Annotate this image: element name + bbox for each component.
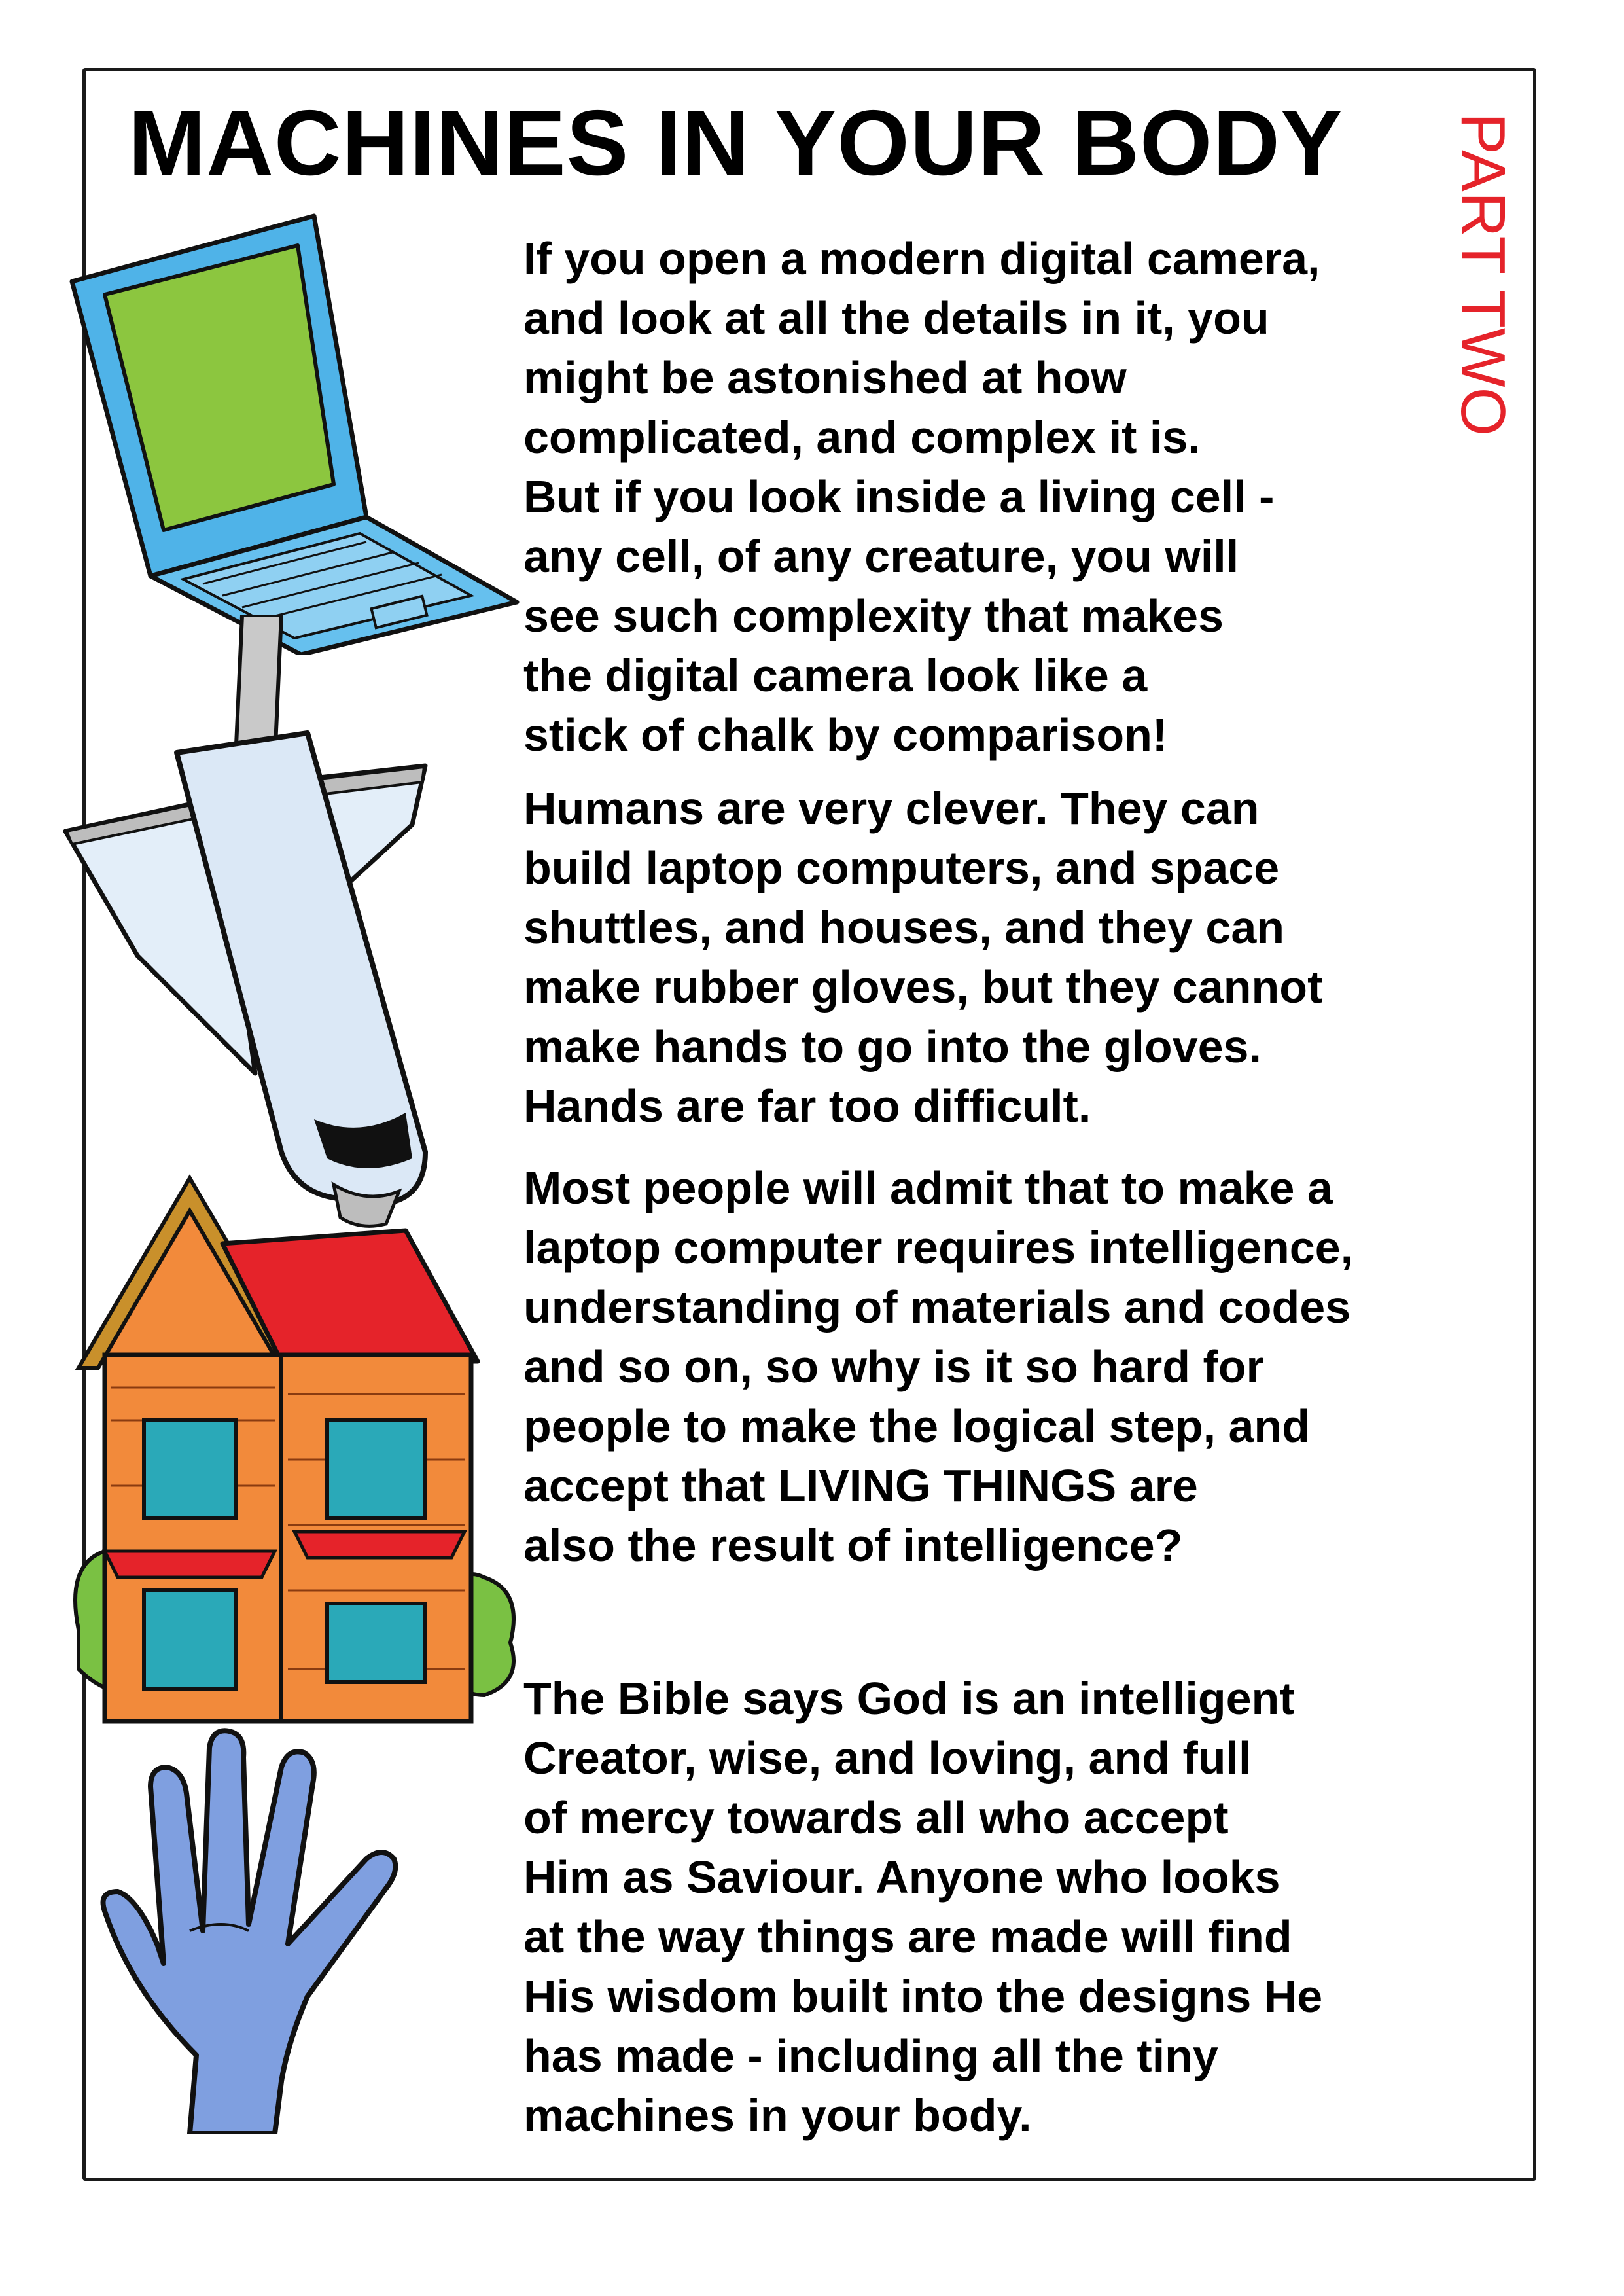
text-line: at the way things are made will find — [523, 1911, 1292, 1962]
paragraph-intelligence — [523, 1158, 1453, 1575]
text-line: build laptop computers, and space — [523, 842, 1280, 893]
text-line: people to make the logical step, and — [523, 1401, 1310, 1452]
text-line: shuttles, and houses, and they can — [523, 902, 1285, 953]
house-icon — [65, 1172, 537, 1748]
text-line: Humans are very clever. They can — [523, 783, 1260, 834]
text-line: Him as Saviour. Anyone who looks — [523, 1852, 1280, 1903]
text-line: any cell, of any creature, you will — [523, 531, 1239, 582]
text-line: has made - including all the tiny — [523, 2030, 1218, 2081]
text-line: If you open a modern digital camera, — [523, 233, 1320, 284]
part-label: PART TWO — [1448, 113, 1518, 437]
text-line: might be astonished at how — [523, 352, 1127, 403]
text-line: make hands to go into the gloves. — [523, 1021, 1262, 1072]
text-line: and look at all the details in it, you — [523, 293, 1269, 344]
text-line: laptop computer requires intelligence, — [523, 1222, 1354, 1273]
text-line: understanding of materials and codes — [523, 1282, 1351, 1333]
text-line: the digital camera look like a — [523, 650, 1148, 701]
text-line: complicated, and complex it is. — [523, 412, 1201, 463]
text-line: also the result of intelligence? — [523, 1520, 1183, 1571]
text-line: of mercy towards all who accept — [523, 1792, 1229, 1843]
text-line: Creator, wise, and loving, and full — [523, 1732, 1252, 1784]
space-shuttle-icon — [59, 615, 478, 1230]
text-line: stick of chalk by comparison! — [523, 709, 1168, 761]
paragraph-bible — [523, 1669, 1453, 2145]
text-line: His wisdom built into the designs He — [523, 1971, 1323, 2022]
text-line: Most people will admit that to make a — [523, 1162, 1333, 1213]
text-line: machines in your body. — [523, 2090, 1032, 2141]
text-line: Hands are far too difficult. — [523, 1081, 1091, 1132]
text-line: The Bible says God is an intelligent — [523, 1673, 1295, 1724]
text-line: accept that LIVING THINGS are — [523, 1460, 1198, 1511]
text-line: make rubber gloves, but they cannot — [523, 961, 1323, 1013]
page-title: MACHINES IN YOUR BODY — [128, 91, 1343, 195]
text-line: But if you look inside a living cell - — [523, 471, 1275, 522]
text-line: see such complexity that makes — [523, 590, 1224, 641]
hand-icon — [92, 1715, 419, 2134]
paragraph-camera — [523, 229, 1453, 765]
paragraph-humans — [523, 779, 1453, 1136]
text-line: and so on, so why is it so hard for — [523, 1341, 1264, 1392]
laptop-icon — [65, 209, 537, 655]
